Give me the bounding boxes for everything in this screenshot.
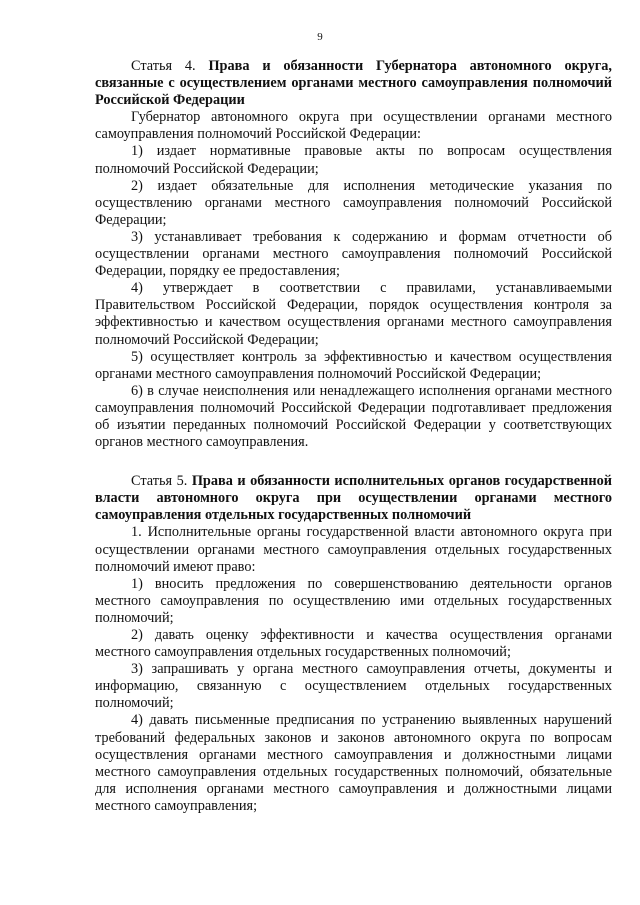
article-4-item-2: 2) издает обязательные для исполнения методические указания по осуществлению органами местного самоуправления полномочий Российской Федерации;	[95, 177, 612, 228]
article-4-label: Статья 4.	[131, 58, 196, 74]
article-5-heading	[95, 473, 612, 524]
article-5-item-1: 1) вносить предложения по совершенствованию деятельности органов местного самоуправления по осуществлению ими отдельных государственных полномочий;	[95, 575, 612, 626]
page-number: 9	[317, 31, 323, 43]
article-4-title: Права и обязанности Губернатора автономного округа, связанные с осуществлением органами местного самоуправления полномочий Российской Федерации	[95, 58, 612, 109]
article-4-item-3: 3) устанавливает требования к содержанию и формам отчетности об осуществлении органами местного самоуправления полномочий Российской Федерации, порядку ее предоставления;	[95, 228, 612, 280]
article-5-item-4: 4) давать письменные предписания по устранению выявленных нарушений требований федеральных законов и законов автономного округа по вопросам осуществления органами местного самоуправления и должностными лицами местного самоуправления отдельных государственных полномочий, обязательные для исполнения органами местного самоуправления и должностными лицами местного самоуправления;	[95, 712, 612, 814]
document-body	[95, 58, 612, 815]
article-5-item-2: 2) давать оценку эффективности и качества осуществления органами местного самоуправления отдельных государственных полномочий;	[95, 627, 612, 661]
article-4-item-1: 1) издает нормативные правовые акты по вопросам осуществления полномочий Российской Федерации;	[95, 143, 612, 177]
article-5-intro: 1. Исполнительные органы государственной власти автономного округа при осуществлении органами местного самоуправления отдельных государственных полномочий имеют право:	[95, 524, 612, 575]
article-4-intro: Губернатор автономного округа при осуществлении органами местного самоуправления полномочий Российской Федерации:	[95, 109, 612, 143]
article-5-label: Статья 5.	[131, 473, 188, 490]
article-4-item-5: 5) осуществляет контроль за эффективностью и качеством осуществления органами местного самоуправления полномочий Российской Федерации;	[95, 348, 612, 382]
article-4-heading	[95, 58, 612, 109]
article-4-item-4: 4) утверждает в соответствии с правилами, устанавливаемыми Правительством Российской Федерации, порядок осуществления контроля за эффективностью и качеством осуществления органами местного самоуправления полномочий Российской Федерации;	[95, 280, 612, 348]
article-5-title: Права и обязанности исполнительных органов государственной власти автономного округа при осуществлении органами местного самоуправления отдельных государственных полномочий	[95, 473, 612, 524]
article-4-item-6: 6) в случае неисполнения или ненадлежащего исполнения органами местного самоуправления полномочий Российской Федерации подготавливает предложения об изъятии переданных полномочий Российской Федерации у соответствующих органов местного самоуправления.	[95, 382, 612, 451]
section-spacer	[95, 451, 612, 468]
article-5-item-3: 3) запрашивать у органа местного самоуправления отчеты, документы и информацию, связанную с осуществлением отдельных государственных полномочий;	[95, 661, 612, 712]
